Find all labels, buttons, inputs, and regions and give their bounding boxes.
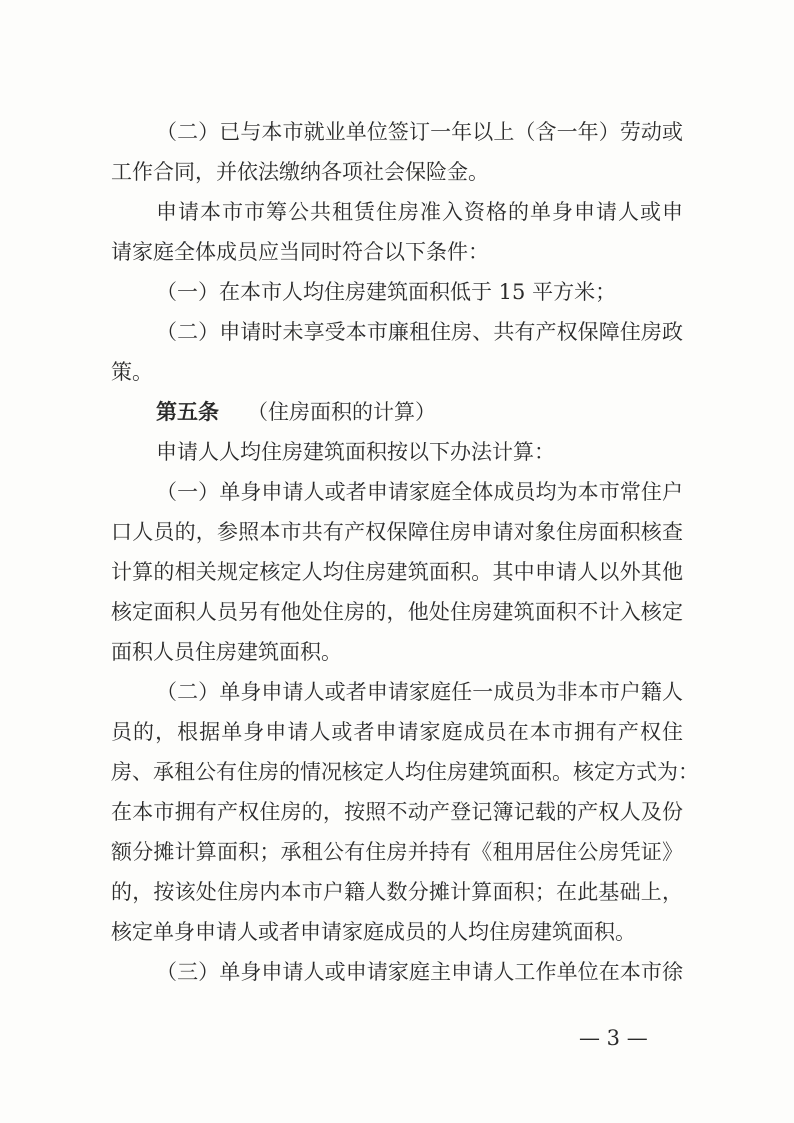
text-line: 在本市拥有产权住房的，按照不动产登记簿记载的产权人及份 bbox=[111, 800, 683, 824]
page-number: — 3 — bbox=[579, 1026, 648, 1050]
article-heading-line bbox=[156, 392, 436, 432]
text-line: 的，按该处住房内本市户籍人数分摊计算面积；在此基础上， bbox=[111, 880, 683, 904]
text-line: 申请人人均住房建筑面积按以下办法计算： bbox=[156, 440, 555, 464]
text-line: （一）单身申请人或者申请家庭全体成员均为本市常住户 bbox=[156, 480, 683, 504]
text-line: 面积人员住房建筑面积。 bbox=[111, 640, 342, 664]
text-line: 员的，根据单身申请人或者申请家庭成员在本市拥有产权住 bbox=[111, 720, 683, 744]
text-line: （一）在本市人均住房建筑面积低于 15 平方米； bbox=[156, 280, 617, 304]
text-line: 口人员的，参照本市共有产权保障住房申请对象住房面积核查 bbox=[111, 520, 683, 544]
article-subtitle: （住房面积的计算） bbox=[247, 400, 436, 424]
text-line: 房、承租公有住房的情况核定人均住房建筑面积。核定方式为： bbox=[111, 760, 699, 784]
text-line: 额分摊计算面积；承租公有住房并持有《租用居住公房凭证》 bbox=[111, 840, 683, 864]
text-line: 策。 bbox=[111, 360, 153, 384]
text-line: 申请本市市筹公共租赁住房准入资格的单身申请人或申 bbox=[156, 200, 683, 224]
text-line: （二）单身申请人或者申请家庭任一成员为非本市户籍人 bbox=[156, 680, 683, 704]
text-line: （三）单身申请人或申请家庭主申请人工作单位在本市徐 bbox=[156, 960, 683, 984]
text-line: 核定单身申请人或者申请家庭成员的人均住房建筑面积。 bbox=[111, 920, 636, 944]
text-line: （二）已与本市就业单位签订一年以上（含一年）劳动或 bbox=[156, 120, 683, 144]
text-line: （二）申请时未享受本市廉租住房、共有产权保障住房政 bbox=[156, 320, 683, 344]
text-line: 计算的相关规定核定人均住房建筑面积。其中申请人以外其他 bbox=[111, 560, 683, 584]
article-heading: 第五条 bbox=[156, 399, 219, 424]
text-line: 工作合同，并依法缴纳各项社会保险金。 bbox=[111, 160, 489, 184]
text-line: 请家庭全体成员应当同时符合以下条件： bbox=[111, 240, 489, 264]
text-line: 核定面积人员另有他处住房的，他处住房建筑面积不计入核定 bbox=[111, 600, 683, 624]
